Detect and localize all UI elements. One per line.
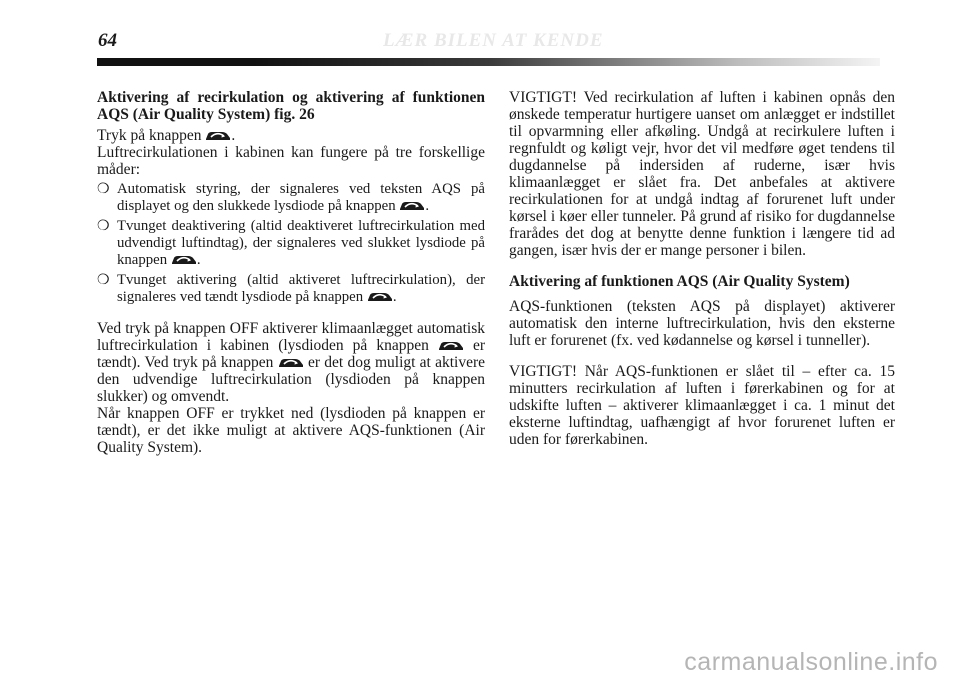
recirculation-icon (399, 198, 425, 212)
intro-text: Tryk på knappen (97, 127, 202, 144)
important-aqs-paragraph: VIGTIGT! Når AQS-funktionen er slået til – efter ca. 15 minutters recirkulation af luften i førerkabinen og for at udskifte luften – aktiverer klimaanlægget i ca. 1 minut det eksterne luftindtag, uafhængigt af hvor forurenet luften er uden for førerkabinen. (509, 363, 895, 448)
list-item (97, 181, 485, 215)
mode-list (97, 181, 485, 306)
right-column (509, 89, 895, 448)
bullet-icon: ❍ (97, 219, 110, 234)
recirculation-icon (438, 338, 464, 352)
list-item-text: Tvunget aktivering (altid aktiveret luftrecirkulation), der signaleres ved tændt lysdiode på knappen (117, 272, 485, 305)
off-text-a: Ved tryk på knappen OFF aktiverer klimaanlægget automatisk luftrecirkulation i kabinen (lysdioden på knappen (97, 320, 485, 354)
section-heading-aqs: Aktivering af funktionen AQS (Air Quality System) (509, 273, 850, 290)
running-title: LÆR BILEN AT KENDE (383, 30, 604, 51)
list-item-period: . (425, 198, 430, 214)
list-item (97, 272, 485, 306)
recirculation-icon (205, 128, 231, 142)
page-number: 64 (98, 30, 117, 51)
off-pressed-paragraph: Når knappen OFF er trykket ned (lysdioden på knappen er tændt), er det ikke muligt at aktivere AQS-funktionen (Air Quality System). (97, 405, 485, 456)
recirculation-icon (367, 289, 393, 303)
recirculation-icon (278, 355, 304, 369)
recirculation-icon (171, 252, 197, 266)
list-item-text: Tvunget deaktivering (altid deaktiveret luftrecirkulation med udvendigt luftindtag), der signaleres ved slukket lysdiode på knappen (117, 218, 485, 268)
intro-paragraph (97, 127, 485, 144)
header-rule (97, 58, 880, 66)
list-item-text: Automatisk styring, der signaleres ved teksten AQS på displayet og den slukkede lysdiode på knappen (117, 181, 485, 214)
left-column (97, 89, 485, 456)
list-item (97, 218, 485, 269)
aqs-paragraph: AQS-funktionen (teksten AQS på displayet) aktiverer automatisk den interne luftrecirkulation, hvis den eksterne luft er forurenet (fx. ved kødannelse og kørsel i tunneller). (509, 298, 895, 349)
bullet-icon: ❍ (97, 182, 110, 197)
list-item-period: . (392, 289, 397, 305)
intro-period: . (231, 127, 236, 144)
section-heading-recirculation: Aktivering af recirkulation og aktivering af funktionen AQS (Air Quality System) fig. 26 (97, 89, 485, 123)
off-text-c: er det dog muligt at aktivere den udvendige luftrecirkulation (lysdioden på knappen slukker) og omvendt. (97, 354, 486, 405)
intro-paragraph-2: Luftrecirkulationen i kabinen kan fungere på tre forskellige måder: (97, 144, 485, 178)
watermark: carmanualsonline.info (684, 648, 938, 676)
off-button-paragraph (97, 320, 485, 405)
bullet-icon: ❍ (97, 273, 110, 288)
important-recirculation-paragraph: VIGTIGT! Ved recirkulation af luften i kabinen opnås den ønskede temperatur hurtigere uanset om anlægget er indstillet til opvarmning eller afkøling. Undgå at recirkulere luften i regnfuldt og køligt vejr, hvor det vil medføre øget tendens til dugdannelse på indersiden af ruderne, især hvis klimaanlægget er slået fra. Det anbefales at aktivere recirkulationen for at undgå indtag af forurenet luft under kørsel i køer eller tunneler. På grund af risiko for dugdannelse frarådes det dog at benytte denne funktion i længere tid ad gangen, især hvis der er mange personer i bilen. (509, 89, 895, 259)
list-item-period: . (196, 252, 201, 268)
off-text-b: er tændt). Ved tryk på knappen (97, 337, 486, 371)
